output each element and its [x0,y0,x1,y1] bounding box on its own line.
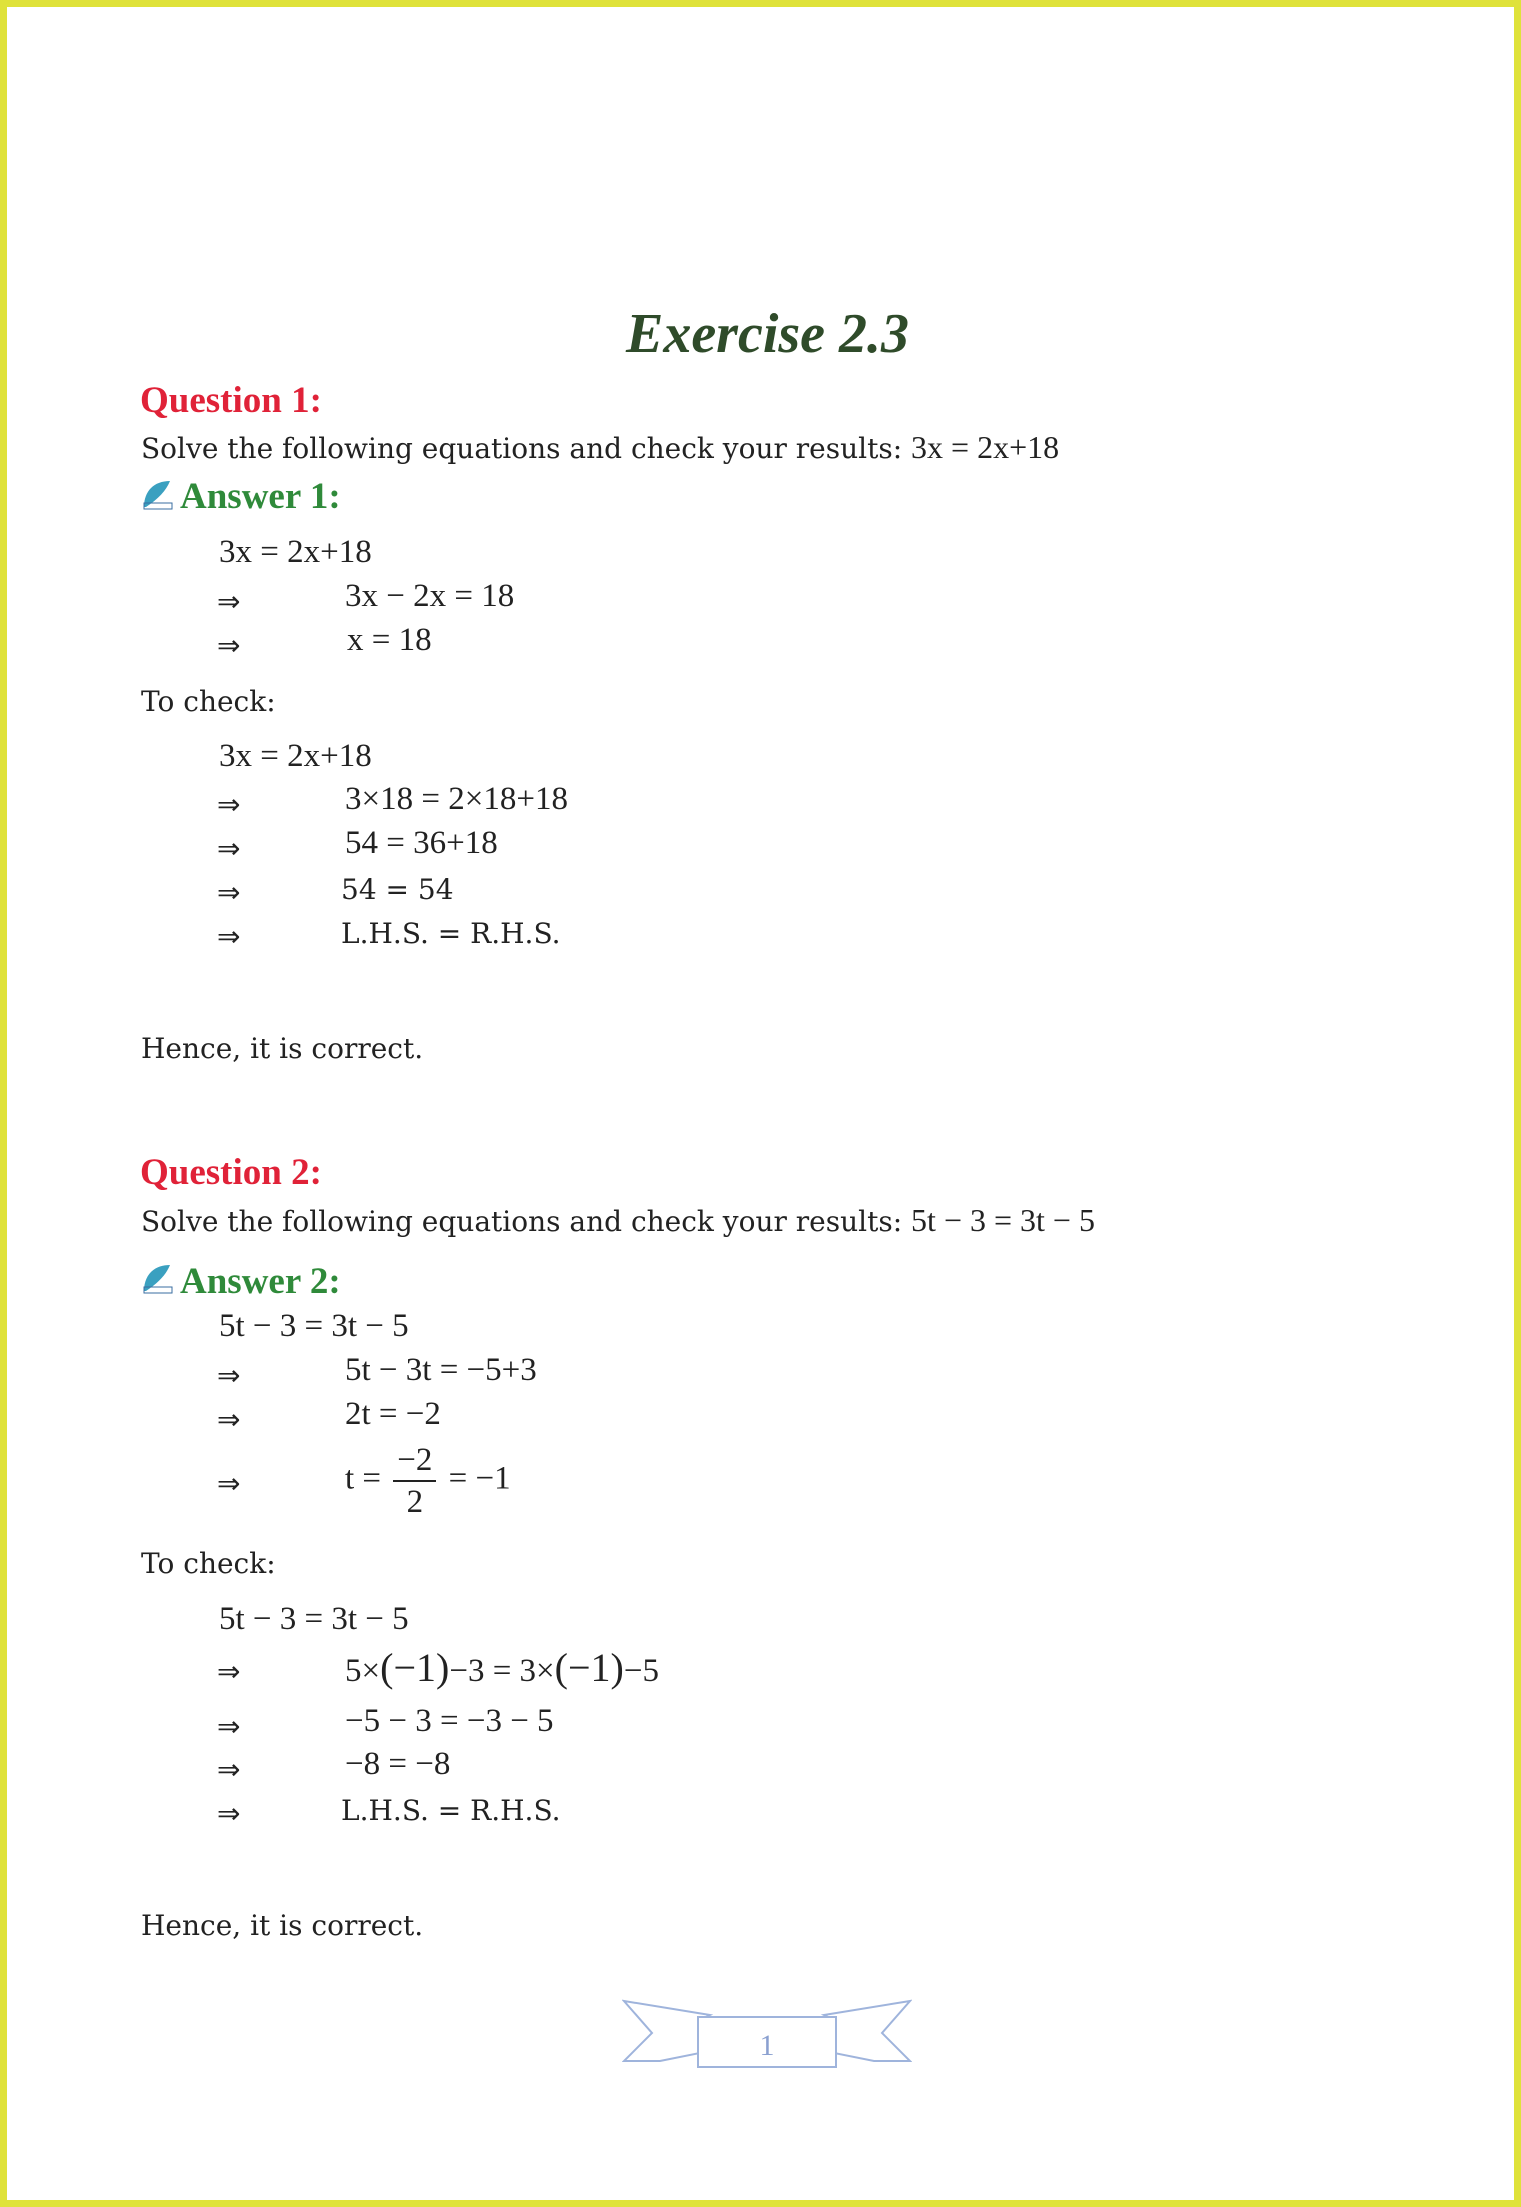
q1-conclusion: Hence, it is correct. [141,1032,424,1065]
q2-conclusion: Hence, it is correct. [141,1909,424,1942]
implies-arrow: ⇒ [217,1753,241,1786]
q1-check-line-2: 3×18 = 2×18+18 [345,781,568,817]
question-1-equation: 3x = 2x+18 [911,429,1060,465]
fraction [393,1440,436,1522]
q2-check-line-5: L.H.S. = R.H.S. [341,1794,561,1827]
question-1-text [141,429,1059,466]
paren-part-b: (−1) [380,1645,450,1690]
question-1-heading: Question 1: [140,380,322,421]
implies-arrow: ⇒ [217,1467,241,1500]
q2-solve-line-4 [345,1440,511,1522]
q2-solve-line-1: 5t − 3 = 3t − 5 [219,1308,409,1344]
paren-part-a: 5× [345,1653,381,1689]
implies-arrow: ⇒ [217,788,241,821]
question-2-text [141,1202,1095,1239]
implies-arrow: ⇒ [217,585,241,618]
q1-check-line-3: 54 = 36+18 [345,825,498,861]
question-2-heading: Question 2: [140,1152,322,1193]
implies-arrow: ⇒ [217,629,241,662]
fraction-numerator: −2 [393,1440,436,1482]
q1-check-line-4: 54 = 54 [341,873,454,906]
implies-arrow: ⇒ [217,920,241,953]
fraction-lhs: t = [345,1460,382,1497]
q2-check-line-3: −5 − 3 = −3 − 5 [345,1703,554,1739]
page-title: Exercise 2.3 [625,303,910,365]
question-2-equation: 5t − 3 = 3t − 5 [911,1202,1095,1238]
page-number: 1 [759,2029,775,2062]
q2-check-line-4: −8 = −8 [345,1746,451,1782]
q2-solve-line-2: 5t − 3t = −5+3 [345,1352,537,1388]
question-1-prompt: Solve the following equations and check your results: [141,432,903,465]
implies-arrow: ⇒ [217,832,241,865]
q1-check-label: To check: [141,685,276,718]
answer-1-heading: Answer 1: [180,476,341,517]
answer-1-icon [140,477,176,513]
implies-arrow: ⇒ [217,1655,241,1688]
q1-check-line-5: L.H.S. = R.H.S. [341,917,561,950]
implies-arrow: ⇒ [217,1403,241,1436]
fraction-denominator: 2 [406,1484,424,1520]
q1-solve-line-1: 3x = 2x+18 [219,534,372,570]
implies-arrow: ⇒ [217,876,241,909]
implies-arrow: ⇒ [217,1710,241,1743]
q2-check-line-1: 5t − 3 = 3t − 5 [219,1601,409,1637]
implies-arrow: ⇒ [217,1797,241,1830]
answer-2-heading: Answer 2: [180,1261,341,1302]
question-2-prompt: Solve the following equations and check your results: [141,1205,903,1238]
q1-solve-line-2: 3x − 2x = 18 [345,578,515,614]
paren-part-e: −5 [623,1653,659,1689]
q2-solve-line-3: 2t = −2 [345,1396,441,1432]
implies-arrow: ⇒ [217,1359,241,1392]
q2-check-label: To check: [141,1547,276,1580]
paren-part-c: −3 = 3× [449,1653,555,1689]
fraction-rhs: = −1 [448,1460,511,1497]
q2-check-line-2 [345,1644,659,1691]
answer-2-icon [140,1261,176,1297]
q1-solve-line-3: x = 18 [347,622,432,658]
paren-part-d: (−1) [554,1645,624,1690]
q1-check-line-1: 3x = 2x+18 [219,738,372,774]
